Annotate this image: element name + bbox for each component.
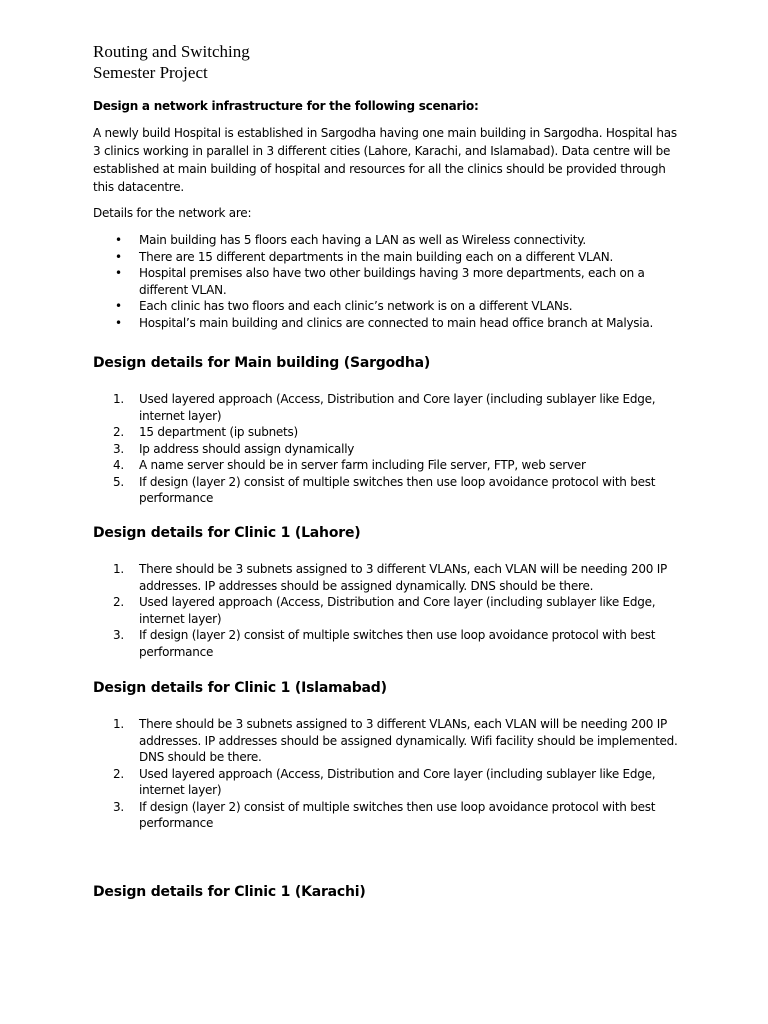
section-heading-lahore: Design details for Clinic 1 (Lahore)	[93, 525, 361, 541]
list-number: 3.	[113, 628, 124, 642]
list-item: • Hospital premises also have two other buildings having 3 more departments, each on a different VLAN.	[93, 265, 693, 298]
list-item: • Main building has 5 floors each having a LAN as well as Wireless connectivity.	[93, 232, 693, 249]
list-item	[93, 627, 693, 660]
course-title: Routing and Switching	[93, 42, 250, 61]
list-item	[93, 561, 693, 594]
list-number: 3.	[113, 441, 124, 456]
list-number: 5.	[113, 474, 124, 489]
list-number: 1.	[113, 717, 124, 731]
list-item-text: If design (layer 2) consist of multiple switches then use loop avoidance protocol with best performance	[139, 474, 656, 505]
list-item-text: 15 department (ip subnets)	[139, 425, 298, 439]
list-item	[93, 424, 693, 441]
list-number: 3.	[113, 799, 124, 814]
list-item-text: If design (layer 2) consist of multiple switches then use loop avoidance protocol with best performance	[139, 799, 656, 830]
section-heading-main-building: Design details for Main building (Sargodha)	[93, 355, 431, 371]
list-item	[93, 457, 693, 474]
main-building-list	[93, 391, 693, 507]
list-item	[93, 799, 693, 832]
list-item	[93, 716, 693, 766]
section-heading-islamabad: Design details for Clinic 1 (Islamabad)	[93, 680, 387, 696]
list-number: 1.	[113, 392, 124, 406]
list-item-text: There should be 3 subnets assigned to 3 different VLANs, each VLAN will be needing 200 IP addresses. IP addresses should be assigned dynamically. Wifi facility should be implemented. DNS should be there.	[139, 717, 678, 764]
list-item-text: Used layered approach (Access, Distribution and Core layer (including sublayer like Edge, internet layer)	[139, 595, 656, 626]
list-number: 2.	[113, 425, 124, 439]
project-title: Semester Project	[93, 63, 208, 82]
network-details-list	[93, 232, 693, 331]
list-number: 1.	[113, 562, 124, 576]
list-item: • Each clinic has two floors and each clinic’s network is on a different VLANs.	[93, 298, 693, 315]
list-item: • There are 15 different departments in the main building each on a different VLAN.	[93, 249, 693, 266]
list-number: 2.	[113, 766, 124, 781]
list-item	[93, 391, 693, 424]
list-item	[93, 766, 693, 799]
section-heading-karachi: Design details for Clinic 1 (Karachi)	[93, 884, 366, 900]
list-item-text: There should be 3 subnets assigned to 3 different VLANs, each VLAN will be needing 200 IP addresses. IP addresses should be assigned dynamically. DNS should be there.	[139, 562, 667, 593]
islamabad-list	[93, 716, 693, 832]
list-item-text: Used layered approach (Access, Distribution and Core layer (including sublayer like Edge, internet layer)	[139, 766, 656, 797]
list-item-text: Used layered approach (Access, Distribution and Core layer (including sublayer like Edge, internet layer)	[139, 392, 656, 423]
intro-paragraph: A newly build Hospital is established in Sargodha having one main building in Sargodha. Hospital has 3 clinics working in parallel in 3 different cities (Lahore, Karachi, and Islamabad). Data centre will be established at main building of hospital and resources for all the clinics should be provided through this datacentre.	[93, 126, 677, 194]
list-item: • Hospital’s main building and clinics are connected to main head office branch at Malysia.	[93, 315, 693, 332]
list-item	[93, 441, 693, 458]
details-label: Details for the network are:	[93, 206, 252, 220]
list-item	[93, 474, 693, 507]
list-item-text: Ip address should assign dynamically	[139, 441, 355, 456]
intro-heading: Design a network infrastructure for the following scenario:	[93, 99, 479, 113]
list-number: 4.	[113, 458, 124, 472]
list-item-text: If design (layer 2) consist of multiple switches then use loop avoidance protocol with best performance	[139, 628, 656, 659]
list-number: 2.	[113, 595, 124, 609]
lahore-list	[93, 561, 693, 660]
list-item	[93, 594, 693, 627]
list-item-text: A name server should be in server farm including File server, FTP, web server	[139, 458, 586, 472]
